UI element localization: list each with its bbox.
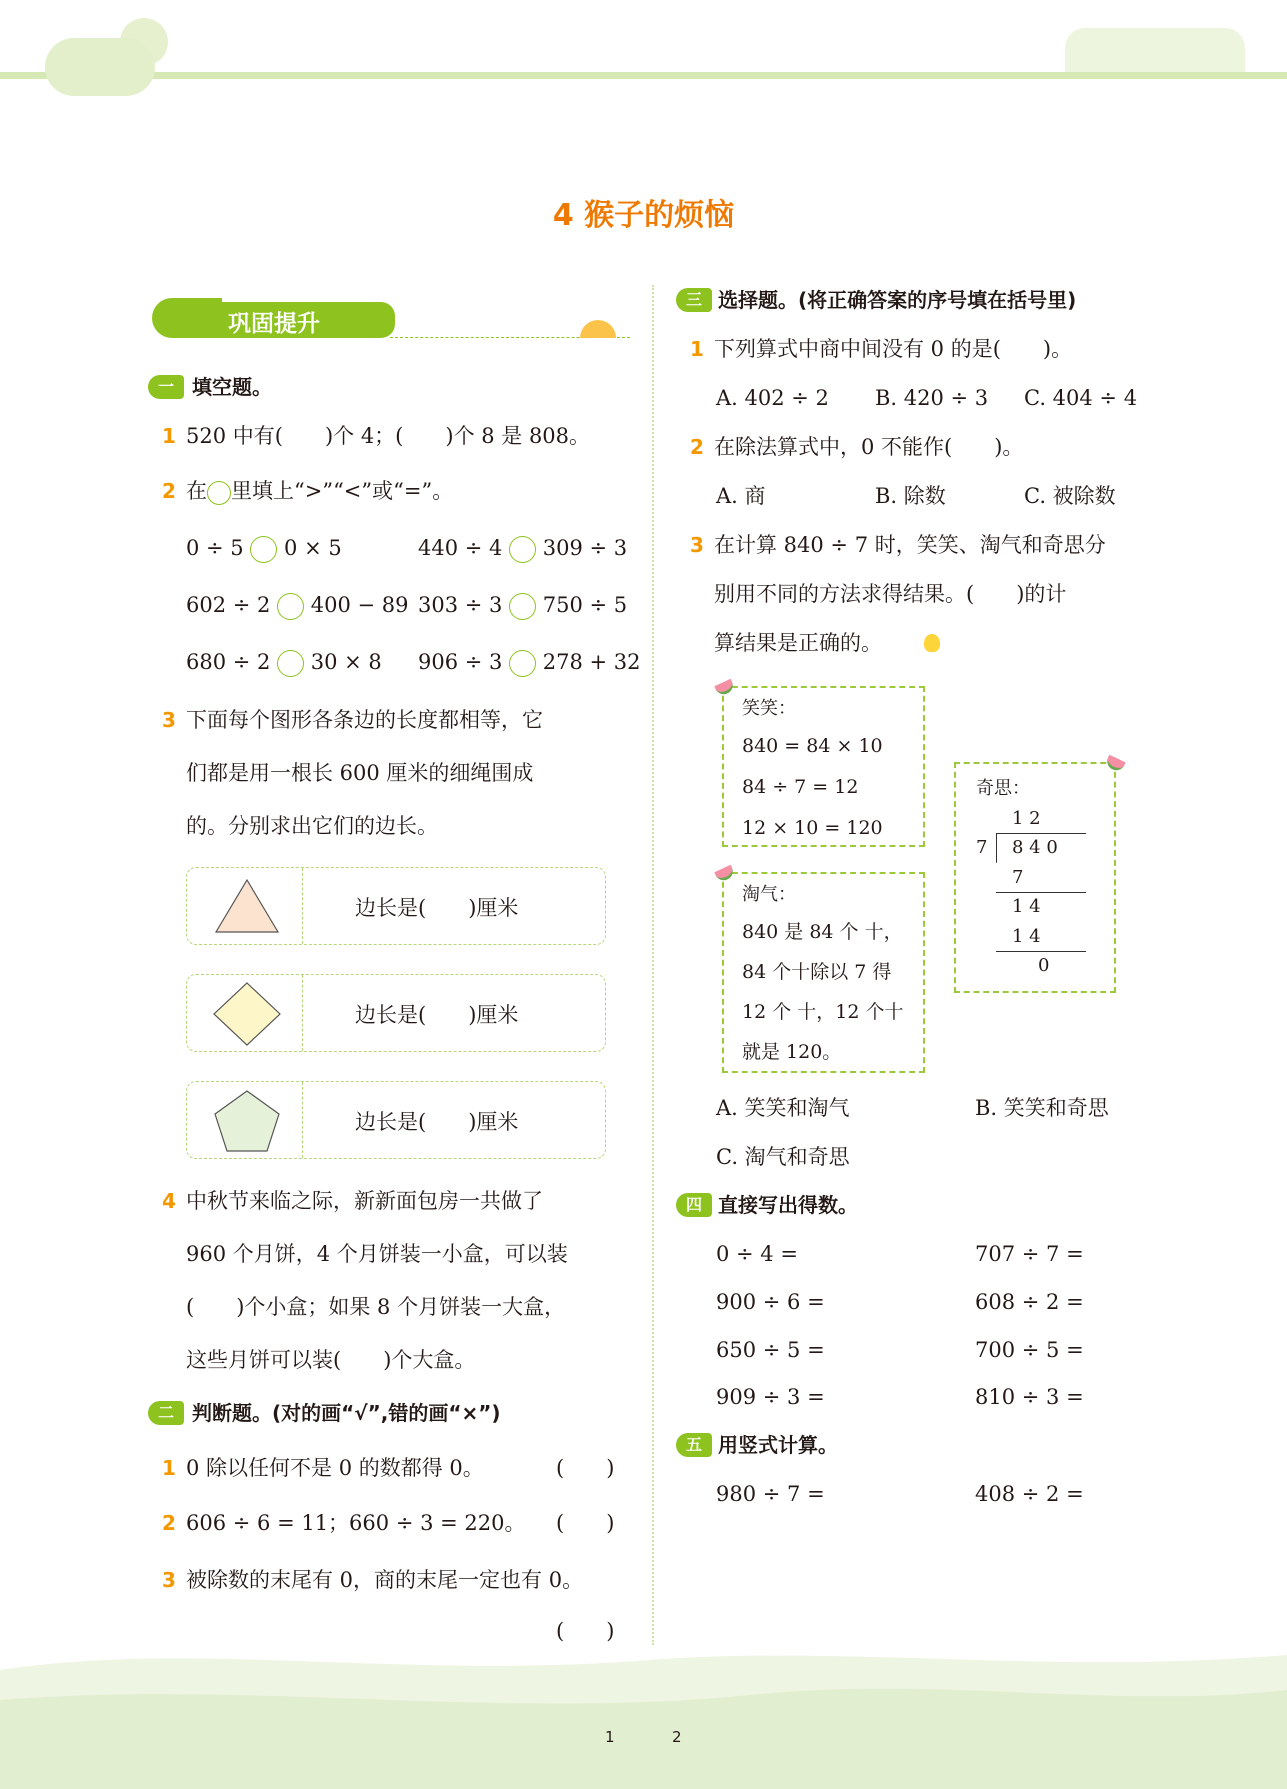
question-text: 960 个月饼，4 个月饼装一小盒，可以装 [186, 1242, 568, 1266]
watermelon-icon [714, 865, 735, 883]
expr: 278 + 32 [542, 650, 641, 674]
question-text: 们都是用一根长 600 厘米的细绳围成 [186, 761, 534, 785]
banner-label: 巩固提升 [228, 311, 320, 337]
option: B. 笑笑和奇思 [975, 1096, 1109, 1120]
oral-item: 810 ÷ 3 = [975, 1385, 1084, 1409]
quotient: 1 2 [1012, 808, 1041, 829]
pentagon-icon [212, 1088, 282, 1154]
column-divider [652, 285, 654, 1645]
step: 7 [1012, 867, 1024, 888]
sunset-icon [580, 320, 616, 338]
vertical-item: 980 ÷ 7 = [716, 1482, 825, 1506]
section-badge: 一 [148, 375, 184, 399]
section-badge: 五 [676, 1433, 712, 1457]
answer-blank[interactable]: ( ) [556, 1511, 615, 1535]
question-text: 这些月饼可以装( )个大盒。 [186, 1348, 476, 1372]
answer-blank[interactable]: ( ) [556, 1456, 615, 1480]
expr: 0 ÷ 5 [186, 536, 244, 560]
cloud-icon [45, 38, 155, 96]
page-title: 4 猴子的烦恼 [552, 198, 735, 233]
question-text: 下列算式中商中间没有 0 的是( )。 [714, 337, 1073, 361]
question-number: 2 [162, 479, 176, 503]
expr: 906 ÷ 3 [418, 650, 503, 674]
question-text: 下面每个图形各条边的长度都相等，它 [186, 708, 543, 732]
question-text: 520 中有( )个 4；( )个 8 是 808。 [186, 424, 591, 448]
side-length-label: 边长是( )厘米 [355, 896, 519, 920]
text-post: 里填上“>”“<”或“=”。 [231, 479, 454, 503]
taoqi-solution [722, 872, 925, 1073]
solution-line: 12 个 十，12 个十 [742, 1001, 904, 1023]
divisor: 7 [976, 837, 988, 858]
question-text: 在计算 840 ÷ 7 时，笑笑、淘气和奇思分 [714, 533, 1106, 557]
option: A. 笑笑和淘气 [716, 1096, 850, 1120]
diamond-answer-box [186, 974, 606, 1052]
compare-circle[interactable] [509, 650, 536, 677]
question-text: 算结果是正确的。 [714, 631, 882, 655]
xiaoxiao-solution [722, 686, 925, 847]
side-length-label: 边长是( )厘米 [355, 1110, 519, 1134]
step: 0 [1038, 955, 1050, 976]
expr: 680 ÷ 2 [186, 650, 271, 674]
watermelon-icon [1104, 755, 1125, 773]
section-badge: 三 [676, 288, 712, 312]
option: A. 商 [716, 484, 766, 508]
section-title: 选择题。(将正确答案的序号填在括号里) [718, 288, 1077, 312]
answer-blank[interactable]: ( ) [556, 1619, 615, 1643]
solution-line: 84 个十除以 7 得 [742, 961, 892, 983]
circle-icon [207, 481, 231, 505]
option: A. 402 ÷ 2 [716, 386, 829, 410]
question-number: 4 [162, 1189, 176, 1213]
question-number: 3 [690, 533, 704, 557]
question-text: ( )个小盒；如果 8 个月饼装一大盒， [186, 1295, 566, 1319]
triangle-icon [212, 876, 282, 936]
question-text: 0 除以任何不是 0 的数都得 0。 [186, 1456, 484, 1480]
qisi-solution [954, 762, 1116, 993]
question-text: 别用不同的方法求得结果。( )的计 [714, 582, 1067, 606]
student-name: 笑笑： [742, 698, 796, 719]
section-title: 填空题。 [192, 375, 272, 399]
option: C. 404 ÷ 4 [1024, 386, 1138, 410]
oral-item: 909 ÷ 3 = [716, 1385, 825, 1409]
question-text: 的。分别求出它们的边长。 [186, 814, 438, 838]
diamond-icon [212, 981, 282, 1047]
solution-line: 12 × 10 = 120 [742, 817, 883, 839]
question-text: 中秋节来临之际，新新面包房一共做了 [186, 1189, 543, 1213]
solution-line: 就是 120。 [742, 1041, 842, 1063]
question-number: 2 [690, 435, 704, 459]
expr: 602 ÷ 2 [186, 593, 271, 617]
question-number: 1 [690, 337, 704, 361]
dividend: 8 4 0 [1012, 837, 1058, 858]
option: B. 420 ÷ 3 [875, 386, 989, 410]
expr: 0 × 5 [284, 536, 342, 560]
expr: 750 ÷ 5 [542, 593, 628, 617]
oral-item: 707 ÷ 7 = [975, 1242, 1084, 1266]
question-number: 1 [162, 424, 176, 448]
step: 1 4 [1012, 926, 1041, 947]
compare-circle[interactable] [509, 536, 536, 563]
oral-item: 700 ÷ 5 = [975, 1338, 1084, 1362]
option: B. 除数 [875, 484, 946, 508]
section-title: 用竖式计算。 [718, 1433, 838, 1457]
student-name: 淘气： [742, 884, 796, 905]
option: C. 淘气和奇思 [716, 1145, 850, 1169]
text-pre: 在 [186, 479, 207, 503]
page-number: 1 [605, 1728, 615, 1746]
oral-item: 608 ÷ 2 = [975, 1290, 1084, 1314]
section-title: 判断题。(对的画“√”,错的画“×”) [192, 1401, 501, 1425]
section-title: 直接写出得数。 [718, 1193, 858, 1217]
oral-item: 0 ÷ 4 = [716, 1242, 798, 1266]
compare-circle[interactable] [277, 650, 304, 677]
section-badge: 四 [676, 1193, 712, 1217]
oral-item: 650 ÷ 5 = [716, 1338, 825, 1362]
expr: 309 ÷ 3 [542, 536, 628, 560]
hills-decoration [0, 1640, 1287, 1789]
solution-line: 840 = 84 × 10 [742, 735, 883, 757]
solution-line: 84 ÷ 7 = 12 [742, 776, 859, 798]
section-badge: 二 [148, 1401, 184, 1425]
lightbulb-icon [924, 634, 940, 652]
triangle-answer-box [186, 867, 606, 945]
compare-circle[interactable] [250, 536, 277, 563]
compare-circle[interactable] [509, 593, 536, 620]
question-text: 被除数的末尾有 0，商的末尾一定也有 0。 [186, 1568, 584, 1592]
pentagon-answer-box [186, 1081, 606, 1159]
oral-item: 900 ÷ 6 = [716, 1290, 825, 1314]
expr: 440 ÷ 4 [418, 536, 503, 560]
side-length-label: 边长是( )厘米 [355, 1003, 519, 1027]
vertical-item: 408 ÷ 2 = [975, 1482, 1084, 1506]
page-number: 2 [672, 1728, 682, 1746]
question-number: 3 [162, 708, 176, 732]
student-name: 奇思： [976, 778, 1030, 799]
option: C. 被除数 [1024, 484, 1116, 508]
question-number: 1 [162, 1456, 176, 1480]
step: 1 4 [1012, 896, 1041, 917]
expr: 303 ÷ 3 [418, 593, 503, 617]
expr: 30 × 8 [310, 650, 382, 674]
question-number: 3 [162, 1568, 176, 1592]
question-number: 2 [162, 1511, 176, 1535]
watermelon-icon [714, 679, 735, 697]
question-text: 606 ÷ 6 = 11；660 ÷ 3 = 220。 [186, 1511, 526, 1535]
question-text [186, 477, 453, 505]
question-text: 在除法算式中，0 不能作( )。 [714, 435, 1024, 459]
animal-faces-icon [1065, 28, 1245, 72]
expr: 400 − 89 [310, 593, 409, 617]
compare-circle[interactable] [277, 593, 304, 620]
solution-line: 840 是 84 个 十， [742, 921, 903, 943]
